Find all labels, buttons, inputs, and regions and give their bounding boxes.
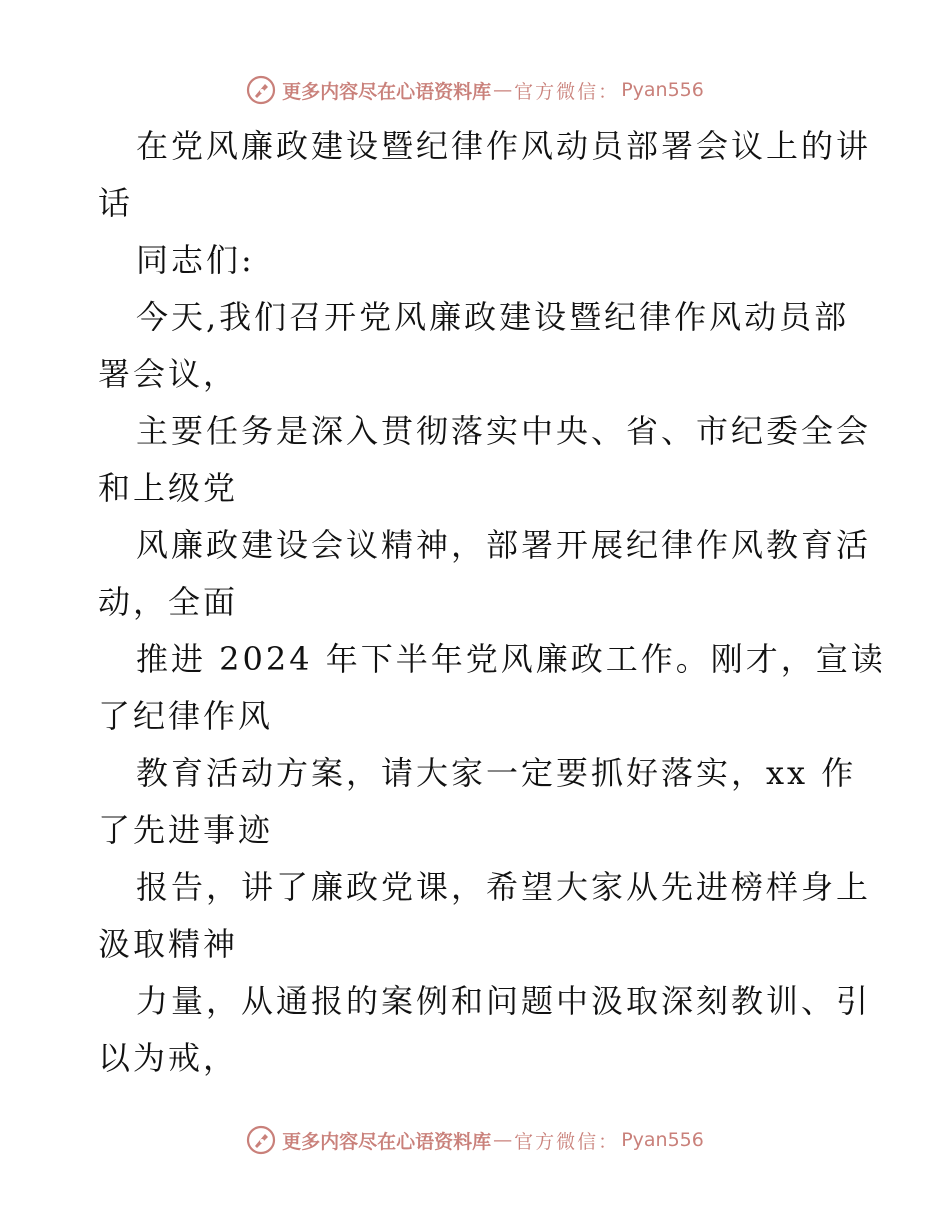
watermark-brand: 更多内容尽在心语资料库	[282, 80, 492, 103]
paragraph-line: 今天,我们召开党风廉政建设暨纪律作风动员部	[136, 298, 850, 336]
paragraph-continuation: 动，全面	[98, 583, 239, 621]
paragraph-continuation: 汲取精神	[98, 925, 239, 963]
paragraph-continuation: 话	[98, 184, 134, 222]
footer-watermark	[0, 1120, 950, 1160]
paragraph	[98, 118, 872, 232]
paragraph-line: 在党风廉政建设暨纪律作风动员部署会议上的讲	[136, 127, 872, 165]
watermark-separator: —	[493, 79, 513, 101]
paragraph	[98, 631, 886, 745]
watermark-separator: —	[493, 1129, 513, 1151]
pen-nib-circle-icon	[246, 1125, 276, 1155]
paragraph-line: 同志们:	[136, 241, 255, 279]
paragraph-line: 报告，讲了廉政党课，希望大家从先进榜样身上	[136, 868, 872, 906]
watermark-brand: 更多内容尽在心语资料库	[282, 1130, 492, 1153]
paragraph-continuation: 署会议，	[98, 355, 239, 393]
paragraph	[98, 859, 872, 973]
paragraph-line: 推进 2024 年下半年党风廉政工作。刚才，宣读	[136, 640, 886, 678]
pen-nib-circle-icon	[246, 75, 276, 105]
paragraph	[98, 517, 872, 631]
paragraph-continuation: 了纪律作风	[98, 697, 274, 735]
paragraph	[98, 232, 858, 289]
paragraph	[98, 973, 872, 1087]
paragraph-continuation: 和上级党	[98, 469, 239, 507]
header-watermark	[0, 70, 950, 110]
paragraph-line: 风廉政建设会议精神，部署开展纪律作风教育活	[136, 526, 872, 564]
paragraph-line: 教育活动方案，请大家一定要抓好落实，xx 作	[136, 754, 857, 792]
document-body	[98, 118, 886, 1087]
paragraph-continuation: 以为戒，	[98, 1039, 239, 1077]
paragraph	[98, 745, 858, 859]
paragraph-continuation: 了先进事迹	[98, 811, 274, 849]
watermark-label: 官方微信：	[514, 1130, 620, 1153]
paragraph-line: 主要任务是深入贯彻落实中央、省、市纪委全会	[136, 412, 872, 450]
watermark-wechat-id: Pyan556	[621, 1129, 704, 1151]
watermark-wechat-id: Pyan556	[621, 79, 704, 101]
paragraph	[98, 403, 872, 517]
watermark-label: 官方微信：	[514, 80, 620, 103]
paragraph	[98, 289, 858, 403]
paragraph-line: 力量，从通报的案例和问题中汲取深刻教训、引	[136, 982, 872, 1020]
